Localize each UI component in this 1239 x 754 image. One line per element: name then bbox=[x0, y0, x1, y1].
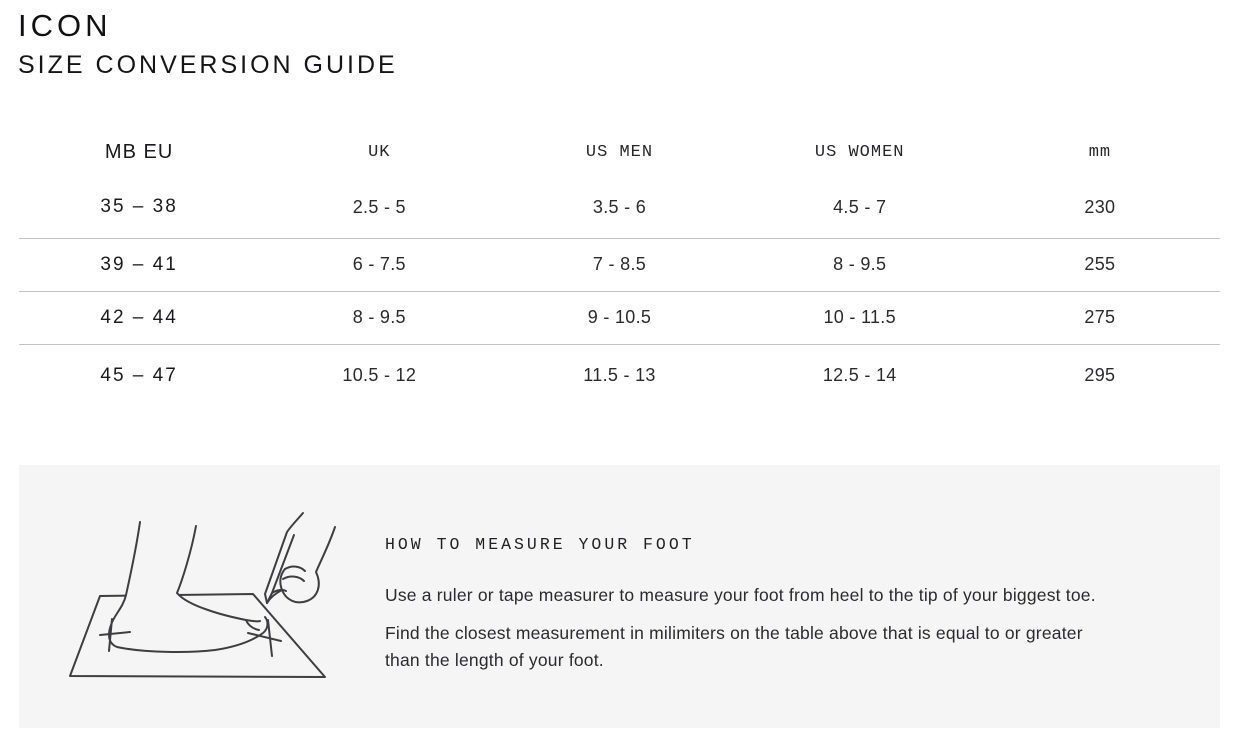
table-row bbox=[19, 177, 1220, 239]
column-header-uk: UK bbox=[368, 143, 391, 163]
cell-mm: 230 bbox=[1084, 196, 1116, 217]
cell-us-men: 7 - 8.5 bbox=[592, 254, 647, 275]
cell-us-men: 3.5 - 6 bbox=[592, 196, 647, 217]
measure-instructions bbox=[385, 535, 1185, 674]
cell-us-men: 11.5 - 13 bbox=[583, 365, 656, 386]
cell-uk: 8 - 9.5 bbox=[352, 307, 406, 328]
cell-mb-eu: 35 – 38 bbox=[100, 196, 178, 218]
size-conversion-table bbox=[19, 129, 1220, 407]
page-header bbox=[0, 0, 1239, 78]
column-header-us-men: US MEN bbox=[585, 143, 654, 163]
cell-mm: 295 bbox=[1084, 365, 1116, 386]
cell-mb-eu: 45 – 47 bbox=[100, 364, 178, 386]
column-header-us-women: US WOMEN bbox=[814, 143, 905, 163]
table-header-row bbox=[19, 129, 1220, 177]
page-title: ICON bbox=[18, 8, 112, 43]
cell-mb-eu: 42 – 44 bbox=[100, 306, 178, 328]
cell-us-women: 4.5 - 7 bbox=[833, 196, 887, 217]
cell-us-women: 12.5 - 14 bbox=[822, 365, 897, 386]
cell-mb-eu: 39 – 41 bbox=[100, 253, 178, 275]
measure-paragraph-2: Find the closest measurement in milimiters on the table above that is equal to or greater than the length of your foot. bbox=[385, 622, 1083, 670]
cell-us-women: 10 - 11.5 bbox=[823, 307, 896, 328]
measure-heading: HOW TO MEASURE YOUR FOOT bbox=[385, 534, 695, 554]
column-header-mb-eu: MB EU bbox=[104, 141, 174, 164]
cell-mm: 255 bbox=[1084, 254, 1116, 275]
table-row bbox=[19, 345, 1220, 407]
cell-uk: 10.5 - 12 bbox=[342, 365, 417, 386]
measure-guide-panel bbox=[19, 465, 1220, 728]
foot-measurement-drawing bbox=[50, 505, 380, 720]
hand-outline bbox=[280, 527, 335, 602]
cell-us-men: 9 - 10.5 bbox=[587, 307, 652, 328]
cell-us-women: 8 - 9.5 bbox=[833, 254, 887, 275]
hand-fingers bbox=[283, 566, 305, 580]
cell-mm: 275 bbox=[1084, 307, 1116, 328]
page-subtitle: SIZE CONVERSION GUIDE bbox=[18, 50, 398, 79]
table-row bbox=[19, 292, 1220, 345]
cell-uk: 2.5 - 5 bbox=[352, 196, 406, 217]
cell-uk: 6 - 7.5 bbox=[352, 254, 406, 275]
column-header-mm: mm bbox=[1088, 143, 1112, 163]
table-row bbox=[19, 239, 1220, 292]
foot-measurement-illustration bbox=[50, 505, 380, 720]
measure-paragraph-1: Use a ruler or tape measurer to measure your foot from heel to the tip of your biggest toe. bbox=[385, 584, 1096, 605]
